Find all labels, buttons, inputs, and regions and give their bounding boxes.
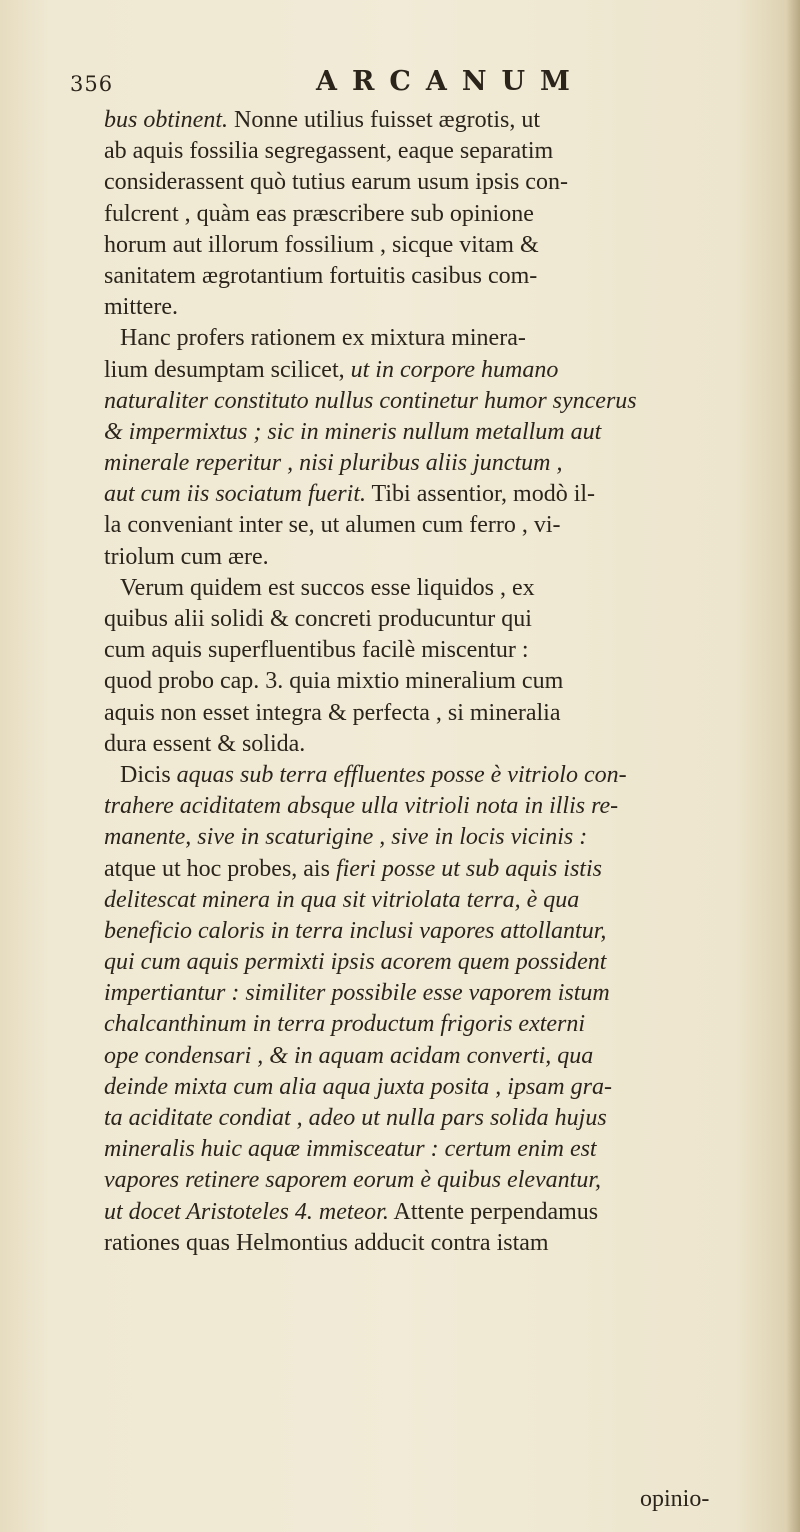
text-line [104,915,764,946]
text-line [104,728,764,759]
italic-text: ut in corpore humano [350,356,559,383]
page-edge-shadow [786,0,800,1532]
text-line [104,977,764,1008]
text-line [104,946,764,977]
roman-text: atque ut hoc probes, ais [104,855,336,882]
text-line [104,260,764,291]
text-line [104,229,764,260]
text-line [104,1071,764,1102]
roman-text: lium desumptam scilicet, [104,356,351,383]
roman-text: Tibi assentior, modò il- [365,481,596,508]
roman-text: dura essent & solida. [104,730,306,757]
text-line [104,853,764,884]
text-line [104,603,764,634]
italic-text: deinde mixta cum alia aqua juxta posita , ipsam gra- [104,1073,612,1100]
text-line [104,665,764,696]
text-line [104,1196,764,1227]
roman-text: triolum cum ære. [104,543,269,570]
text-line [104,135,764,166]
roman-text: mittere. [104,294,178,321]
italic-text: minerale reperitur , nisi pluribus aliis junctum , [104,450,563,477]
text-line [104,790,764,821]
italic-text: & impermixtus ; sic in mineris nullum metallum aut [104,418,602,445]
roman-text: cum aquis superfluentibus facilè miscentur : [104,637,529,664]
roman-text: fulcrent , quàm eas præscribere sub opinione [104,200,534,227]
italic-text: delitescat minera in qua sit vitriolata terra, è qua [104,886,580,913]
roman-text: sanitatem ægrotantium fortuitis casibus com- [104,262,538,289]
roman-text: horum aut illorum fossilium , sicque vitam & [104,231,539,258]
text-line [104,1164,764,1195]
roman-text: quod probo cap. 3. quia mixtio mineralium cum [104,668,564,695]
italic-text: trahere aciditatem absque ulla vitrioli nota in illis re- [104,793,619,820]
text-line [104,509,764,540]
text-line [104,1227,764,1258]
italic-text: fieri posse ut sub aquis istis [335,855,602,882]
italic-text: manente, sive in scaturigine , sive in locis vicinis : [104,824,588,851]
italic-text: qui cum aquis permixti ipsis acorem quem possident [104,949,607,976]
roman-text: Attente perpendamus [388,1198,599,1225]
text-line [104,1040,764,1071]
roman-text: quibus alii solidi & concreti producuntur qui [104,606,532,632]
text-line [104,697,764,728]
italic-text: ope condensari , & in aquam acidam converti, qua [104,1042,594,1069]
catchword: opinio- [640,1486,710,1512]
text-line [104,1008,764,1039]
roman-text: Hanc profers rationem ex mixtura minera- [120,325,526,352]
text-line [104,884,764,915]
text-line [104,354,764,385]
italic-text: mineralis huic aquæ immisceatur : certum enim est [104,1136,597,1163]
roman-text: ab aquis fossilia segregassent, eaque separatim [104,138,554,165]
text-line [104,478,764,509]
text-line [104,104,764,135]
italic-text: bus obtinent. [104,107,228,133]
text-line [104,385,764,416]
italic-text: naturaliter constituto nullus continetur humor syncerus [104,387,637,414]
italic-text: impertiantur : similiter possibile esse vaporem istum [104,980,610,1007]
page-number: 356 [70,72,114,96]
text-line [104,198,764,229]
roman-text: aquis non esset integra & perfecta , si mineralia [104,699,561,726]
text-line [104,759,764,790]
running-head [70,66,750,102]
italic-text: chalcanthinum in terra productum frigoris externi [104,1011,586,1038]
roman-text: la conveniant inter se, ut alumen cum ferro , vi- [104,512,561,539]
text-line [104,291,764,322]
italic-text: vapores retinere saporem eorum è quibus elevantur, [104,1167,602,1194]
roman-text: Verum quidem est succos esse liquidos , ex [120,574,535,601]
italic-text: beneficio caloris in terra inclusi vapores attollantur, [104,917,607,944]
roman-text: considerassent quò tutius earum usum ipsis con- [104,169,568,196]
text-line [104,634,764,665]
roman-text: Nonne utilius fuisset ægrotis, ut [228,107,540,133]
text-line [104,541,764,572]
roman-text: rationes quas Helmontius adducit contra istam [104,1229,549,1256]
italic-text: ut docet Aristoteles 4. meteor. [104,1198,389,1225]
text-line [104,166,764,197]
text-line [104,447,764,478]
text-line [104,821,764,852]
italic-text: ta aciditate condiat , adeo ut nulla pars solida hujus [104,1105,607,1131]
running-title: ARCANUM [316,66,585,97]
body-text [104,104,764,1258]
text-line [104,1133,764,1164]
text-line [104,1102,764,1133]
text-line [104,416,764,447]
italic-text: aut cum iis sociatum fuerit. [104,481,366,508]
text-line [104,572,764,603]
italic-text: aquas sub terra effluentes posse è vitriolo con- [176,761,627,788]
text-line [104,322,764,353]
roman-text: Dicis [120,761,177,788]
